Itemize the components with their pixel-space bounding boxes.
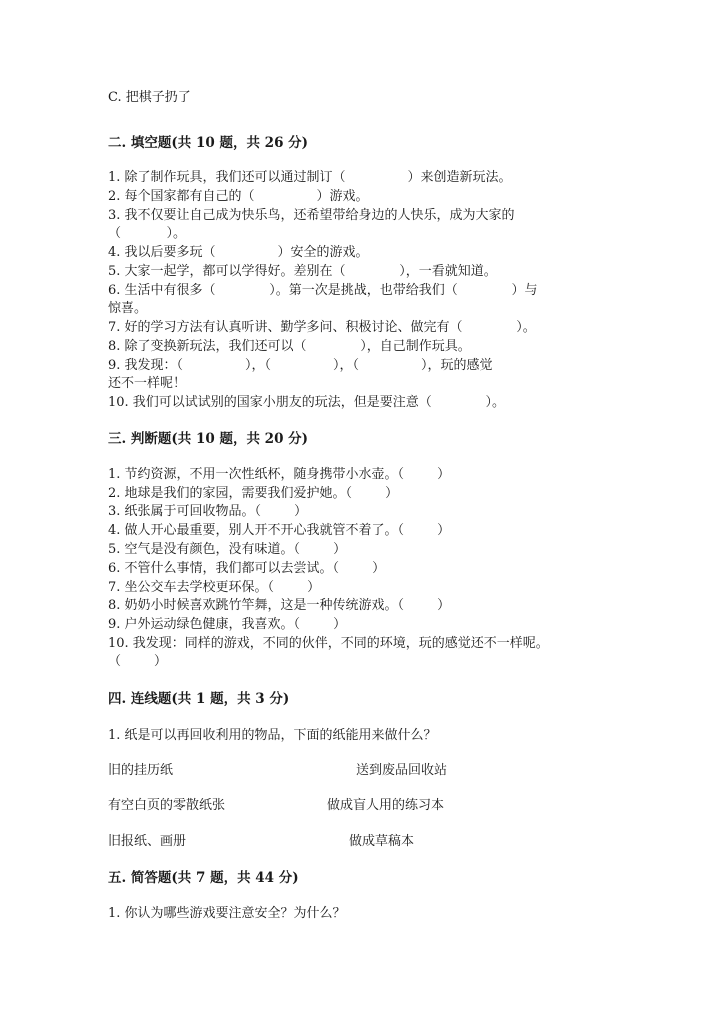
section-heading-short-answer: 五. 简答题(共 7 题，共 44 分) [108, 870, 299, 886]
true-false-line: 6. 不管什么事情，我们都可以去尝试。（ ） [108, 561, 386, 576]
fill-blank-line: 8. 除了变换新玩法，我们还可以（ ），自己制作玩具。 [108, 339, 471, 354]
fill-blank-line: 3. 我不仅要让自己成为快乐鸟，还希望带给身边的人快乐，成为大家的 [108, 208, 515, 223]
true-false-line: 10. 我发现：同样的游戏，不同的伙伴，不同的环境，玩的感觉还不一样呢。 [108, 636, 549, 651]
fill-blank-line: 1. 除了制作玩具，我们还可以通过制订（ ）来创造新玩法。 [108, 170, 512, 185]
matching-question: 1. 纸是可以再回收利用的物品，下面的纸能用来做什么？ [108, 728, 437, 743]
matching-right-item: 送到废品回收站 [356, 763, 448, 778]
short-answer-question: 1. 你认为哪些游戏要注意安全？为什么？ [108, 906, 346, 921]
true-false-line: （ ） [108, 654, 168, 669]
matching-right-item: 做成草稿本 [349, 834, 415, 849]
matching-left-item: 旧报纸、画册 [108, 834, 187, 849]
fill-blank-line: 10. 我们可以试试别的国家小朋友的玩法，但是要注意（ ）。 [108, 395, 506, 410]
section-heading-matching: 四. 连线题(共 1 题，共 3 分) [108, 691, 290, 707]
matching-left-item: 有空白页的零散纸张 [108, 798, 226, 813]
fill-blank-line: 2. 每个国家都有自己的（ ）游戏。 [108, 189, 369, 204]
fill-blank-line: 惊喜。 [108, 301, 148, 316]
true-false-line: 7. 坐公交车去学校更环保。（ ） [108, 580, 321, 595]
fill-blank-line: 4. 我以后要多玩（ ）安全的游戏。 [108, 245, 369, 260]
true-false-line: 1. 节约资源，不用一次性纸杯，随身携带小水壶。（ ） [108, 467, 451, 482]
fill-blank-line: 5. 大家一起学，都可以学得好。差别在（ ），一看就知道。 [108, 264, 497, 279]
true-false-line: 9. 户外运动绿色健康，我喜欢。（ ） [108, 617, 347, 632]
matching-right-item: 做成盲人用的练习本 [327, 798, 445, 813]
true-false-line: 3. 纸张属于可回收物品。（ ） [108, 504, 308, 519]
fill-blank-line: （ ）。 [108, 226, 186, 241]
section-heading-true-false: 三. 判断题(共 10 题，共 20 分) [108, 431, 309, 447]
true-false-line: 2. 地球是我们的家园，需要我们爱护她。（ ） [108, 486, 399, 501]
true-false-line: 5. 空气是没有颜色，没有味道。（ ） [108, 542, 347, 557]
option-c: C. 把棋子扔了 [108, 90, 191, 105]
matching-left-item: 旧的挂历纸 [108, 763, 174, 778]
fill-blank-line: 9. 我发现：（ ），（ ），（ ），玩的感觉 [108, 358, 493, 373]
true-false-line: 8. 奶奶小时候喜欢跳竹竿舞，这是一种传统游戏。（ ） [108, 598, 451, 613]
fill-blank-line: 7. 好的学习方法有认真听讲、勤学多问、积极讨论、做完有（ ）。 [108, 320, 536, 335]
fill-blank-line: 还不一样呢！ [108, 376, 187, 391]
true-false-line: 4. 做人开心最重要，别人开不开心我就管不着了。（ ） [108, 523, 451, 538]
section-heading-fill-blank: 二. 填空题(共 10 题，共 26 分) [108, 135, 309, 151]
fill-blank-line: 6. 生活中有很多（ ）。第一次是挑战，也带给我们（ ）与 [108, 283, 538, 298]
